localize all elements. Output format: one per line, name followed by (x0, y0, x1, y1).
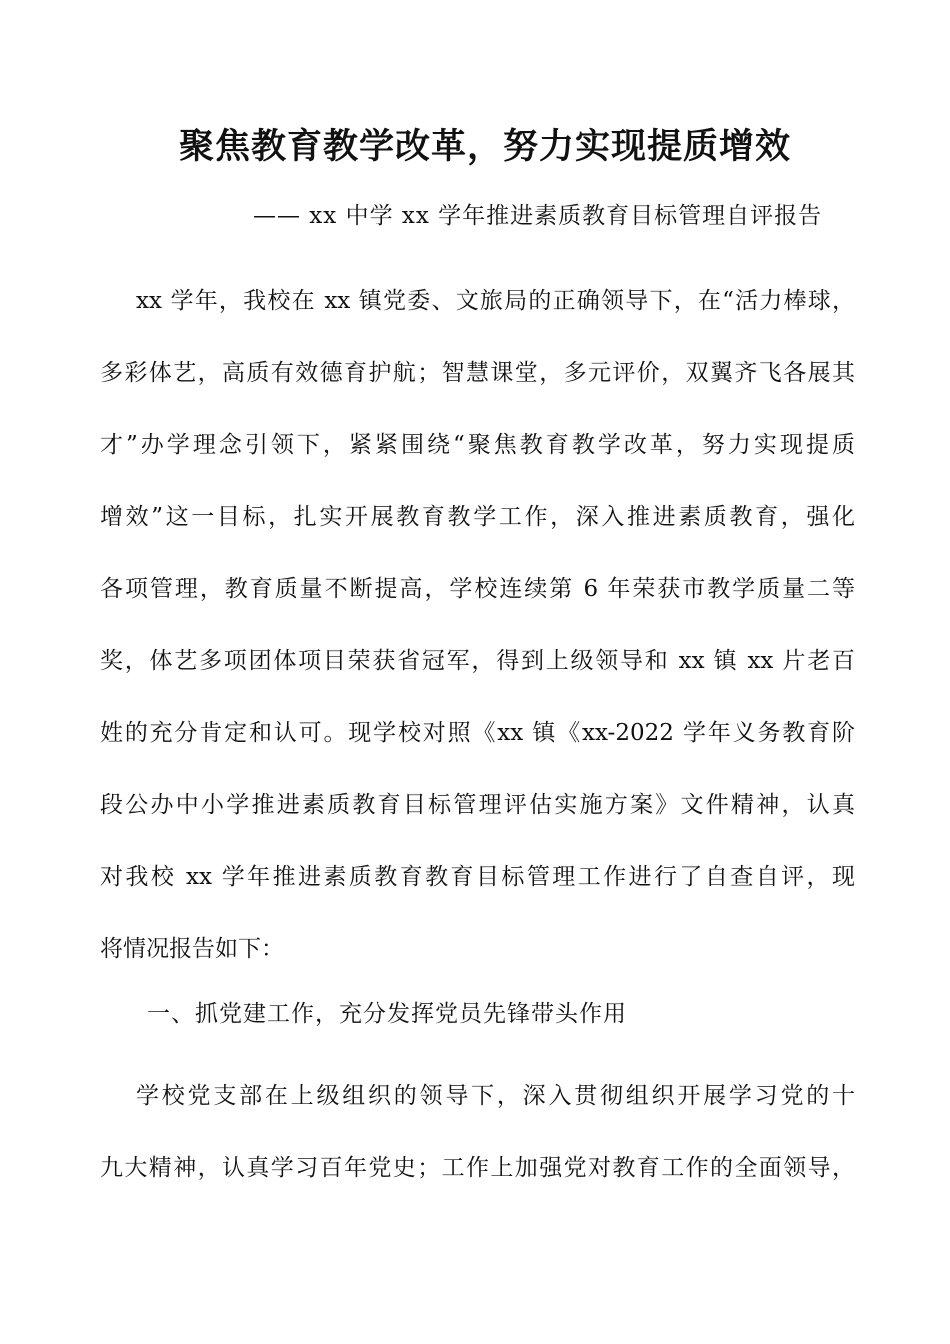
paragraph-line: 段公办中小学推进素质教育目标管理评估实施方案》文件精神，认真 (100, 792, 855, 818)
paragraph-line: 对我校 xx 学年推进素质教育教育目标管理工作进行了自查自评，现 (100, 864, 855, 890)
paragraph-line: 增效”这一目标，扎实开展教育教学工作，深入推进素质教育，强化 (100, 504, 855, 530)
paragraph-line: 学校党支部在上级组织的领导下，深入贯彻组织开展学习党的十 (136, 1083, 855, 1109)
paragraph-line: 九大精神，认真学习百年党史；工作上加强党对教育工作的全面领导， (100, 1155, 855, 1181)
paragraph-line: 姓的充分肯定和认可。现学校对照《xx 镇《xx-2022 学年义务教育阶 (100, 720, 855, 746)
section-paragraph (100, 1060, 855, 1204)
paragraph-line: 奖，体艺多项团体项目荣获省冠军，得到上级领导和 xx 镇 xx 片老百 (100, 648, 855, 674)
paragraph-line: 才”办学理念引领下，紧紧围绕“聚焦教育教学改革，努力实现提质 (100, 432, 855, 458)
document-title: 聚焦教育教学改革，努力实现提质增效 (178, 127, 791, 167)
paragraph-line: 各项管理，教育质量不断提高，学校连续第 6 年荣获市教学质量二等 (100, 576, 855, 602)
paragraph-line: 多彩体艺，高质有效德育护航；智慧课堂，多元评价，双翼齐飞各展其 (100, 360, 855, 386)
intro-paragraph (100, 265, 855, 985)
paragraph-line: 将情况报告如下： (100, 936, 284, 962)
section-heading: 一、抓党建工作，充分发挥党员先锋带头作用 (147, 1001, 627, 1027)
paragraph-line: xx 学年，我校在 xx 镇党委、文旅局的正确领导下，在“活力棒球， (136, 288, 855, 314)
document-subtitle: —— xx 中学 xx 学年推进素质教育目标管理自评报告 (253, 203, 823, 229)
